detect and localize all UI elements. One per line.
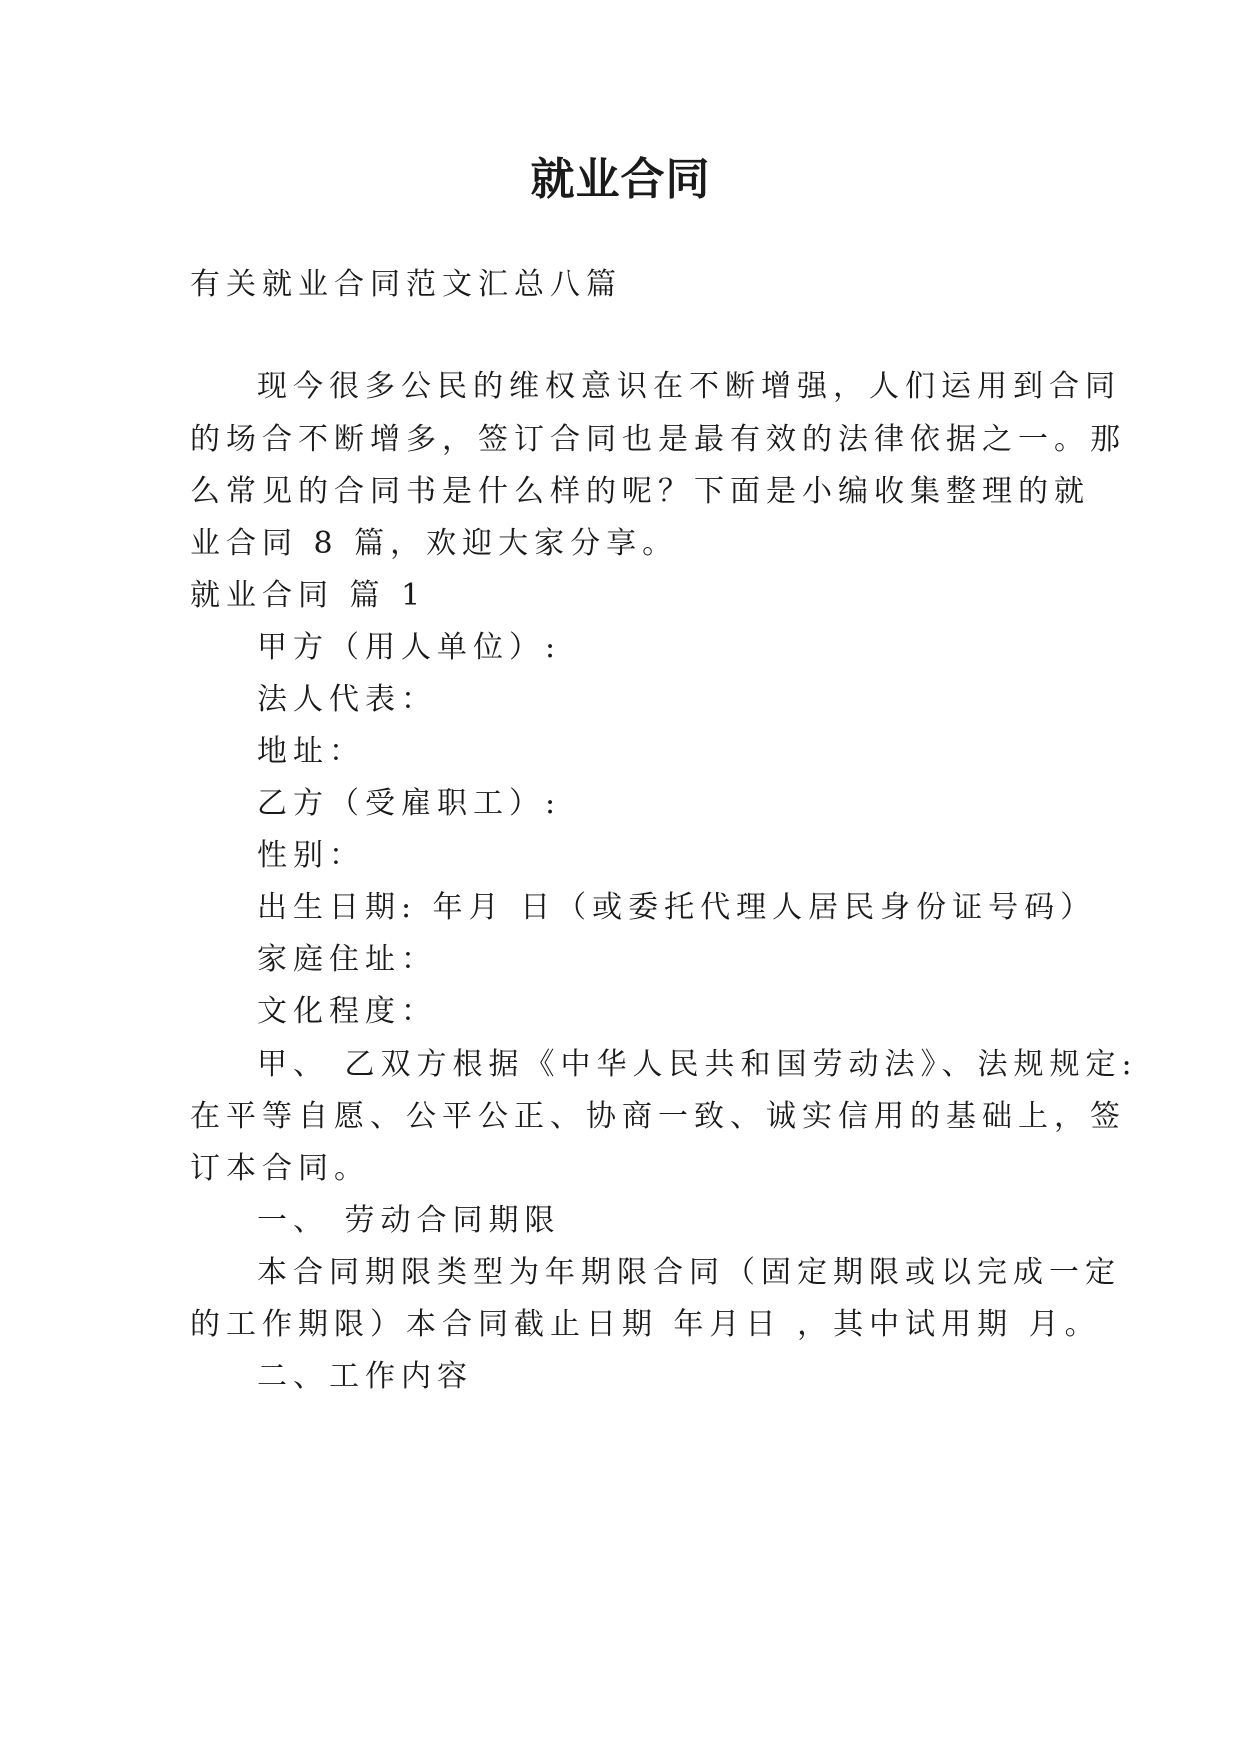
field-legal-rep: 法人代表：	[257, 682, 437, 717]
field-gender: 性别：	[257, 838, 365, 873]
intro-line-4: 业合同 8 篇，欢迎大家分享。	[190, 526, 679, 561]
field-education: 文化程度：	[257, 994, 437, 1029]
field-party-b: 乙方（受雇职工）:	[257, 786, 562, 821]
document-title: 就业合同	[530, 154, 711, 205]
clause-2-heading: 二、工作内容	[257, 1359, 473, 1394]
intro-line-2: 的场合不断增多，签订合同也是最有效的法律依据之一。那	[190, 422, 1126, 457]
basis-line-2: 在平等自愿、公平公正、协商一致、诚实信用的基础上，签	[190, 1099, 1126, 1134]
document-subtitle: 有关就业合同范文汇总八篇	[190, 267, 622, 302]
section-heading: 就业合同 篇 1	[190, 578, 427, 613]
basis-line-1: 甲、 乙双方根据《中华人民共和国劳动法》、法规规定:	[257, 1047, 1138, 1082]
intro-line-1: 现今很多公民的维权意识在不断增强，人们运用到合同	[257, 369, 1121, 404]
field-home-address: 家庭住址：	[257, 942, 437, 977]
basis-line-3: 订本合同。	[190, 1151, 370, 1186]
clause-1-heading: 一、 劳动合同期限	[257, 1203, 561, 1238]
field-birth-date: 出生日期: 年月 日（或委托代理人居民身份证号码）	[257, 890, 1097, 925]
clause-1-line-2: 的工作期限）本合同截止日期 年月日 ，其中试用期 月。	[190, 1307, 1101, 1342]
field-party-a: 甲方（用人单位）:	[257, 630, 562, 665]
field-address: 地址：	[257, 734, 365, 769]
intro-line-3: 么常见的合同书是什么样的呢？下面是小编收集整理的就	[190, 474, 1090, 509]
clause-1-line-1: 本合同期限类型为年期限合同（固定期限或以完成一定	[257, 1255, 1121, 1290]
